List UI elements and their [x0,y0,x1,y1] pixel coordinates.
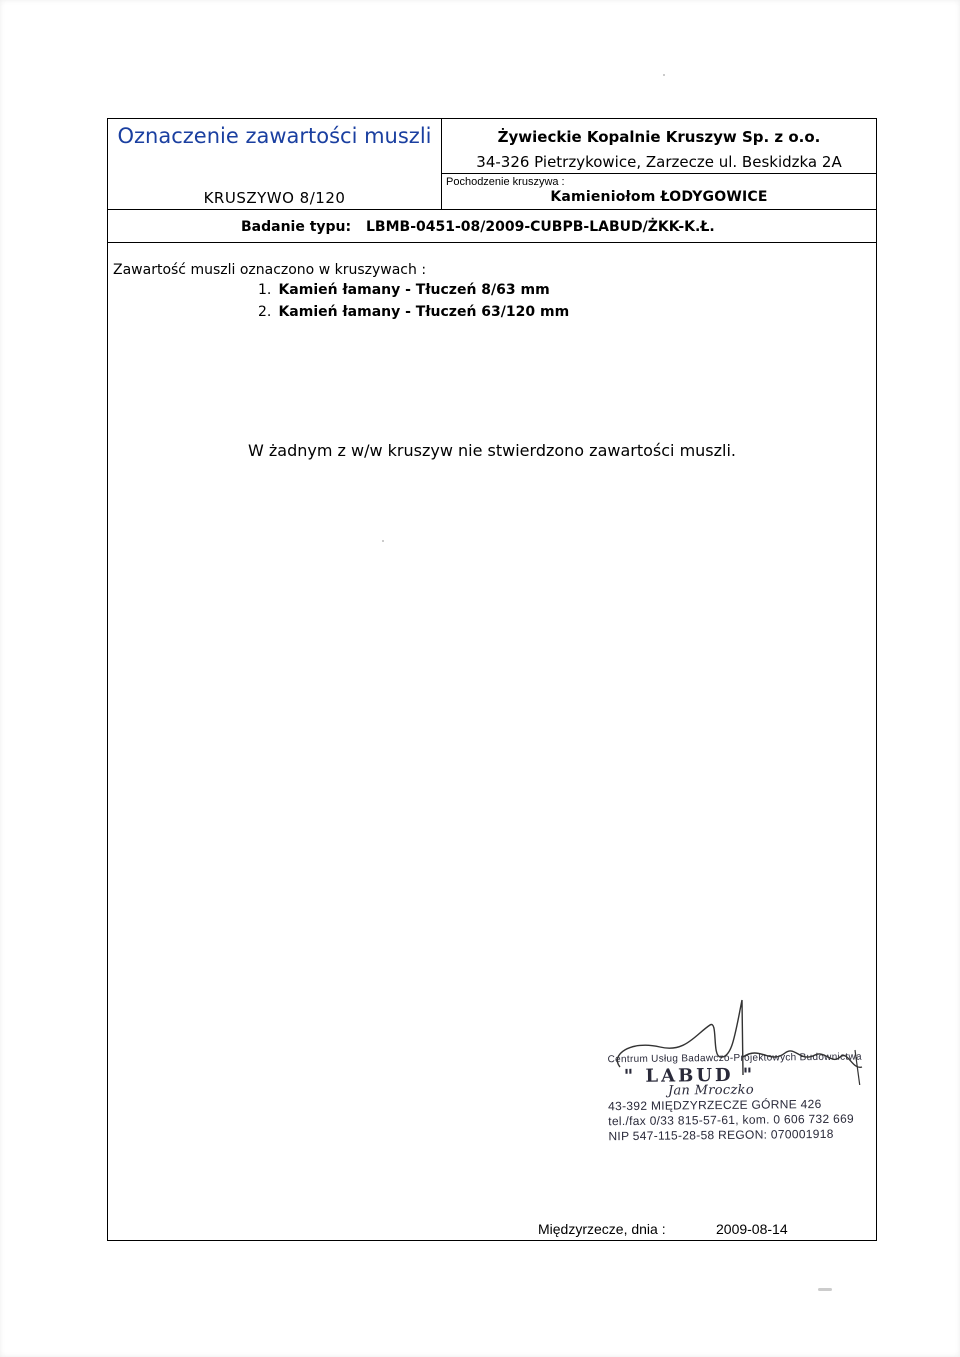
issue-date: 2009-08-14 [716,1221,788,1237]
test-type-row [108,211,876,243]
intro-text: Zawartość muszli oznaczono w kruszywach : [113,262,427,278]
list-item [258,301,569,323]
stamp-address: 43-392 MIĘDZYRZECZE GÓRNE 426 [608,1096,822,1114]
test-type-code: LBMB-0451-08/2009-CUBPB-LABUD/ŻKK-K.Ł. [366,219,715,235]
list-item-text: Kamień łamany - Tłuczeń 8/63 mm [278,282,550,298]
header-table [108,119,876,210]
header-left-cell [108,119,442,209]
test-type-label: Badanie typu: [241,219,352,235]
list-item-text: Kamień łamany - Tłuczeń 63/120 mm [278,304,570,320]
document-title: Oznaczenie zawartości muszli [117,124,432,148]
handwritten-signature [600,995,880,1085]
stamp-institution: Centrum Usług Badawczo-Projektowych Budownictwa [607,1051,862,1066]
scan-speck [382,540,384,542]
header-right-cell [442,119,876,209]
origin-value: Kamieniołom ŁODYGOWICE [550,189,768,205]
origin-label: Pochodzenie kruszywa : [446,176,565,188]
conclusion-text: W żadnym z w/w kruszyw nie stwierdzono zawartości muszli. [247,441,737,460]
stamp-phone: tel./fax 0/33 815-57-61, kom. 0 606 732 669 [608,1111,855,1129]
company-name: Żywieckie Kopalnie Kruszyw Sp. z o.o. [497,128,821,146]
aggregate-type: KRUSZYWO 8/120 [203,189,346,207]
scan-smudge [818,1288,832,1291]
list-item-number: 2. [258,304,272,320]
company-address: 34-326 Pietrzykowice, Zarzecze ul. Beskidzka 2A [476,153,842,171]
origin-cell [442,173,876,210]
list-item [258,279,550,301]
scan-speck [663,74,665,76]
list-item-number: 1. [258,282,272,298]
stamp-brand: " LABUD " [623,1064,756,1088]
stamp-tax-ids: NIP 547-115-28-58 REGON: 070001918 [608,1126,834,1144]
stamp-owner: Jan Mroczko [667,1082,754,1099]
place-label: Międzyrzecze, dnia : [538,1221,666,1237]
